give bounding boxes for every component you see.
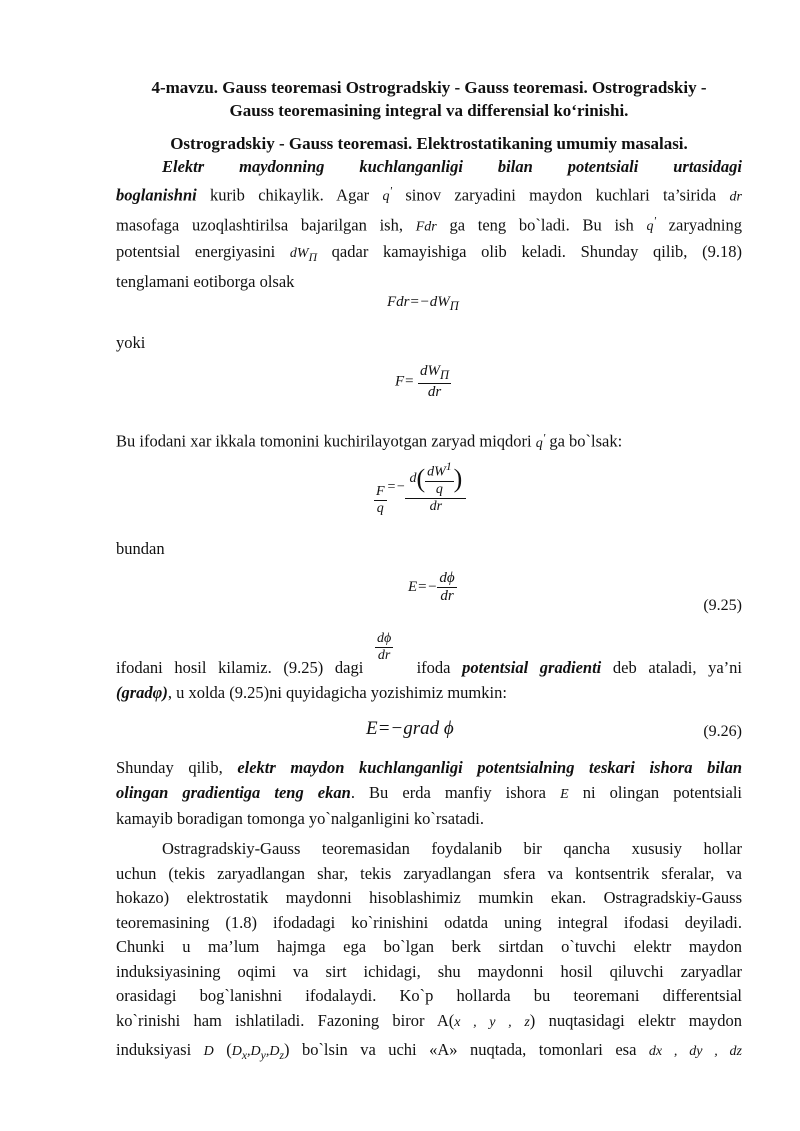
- p4-bold-italic-1: elektr maydon kuchlanganligi potentsialning teskari ishora bilan: [237, 758, 742, 777]
- xyz-symbol: x , y , z: [454, 1014, 530, 1030]
- p1-line-3: [116, 210, 742, 240]
- document-title: [116, 76, 742, 122]
- p1-text-2: kurib chikaylik. Agar: [196, 185, 383, 205]
- eq3-mid: =−: [386, 479, 406, 495]
- paragraph-4: [116, 756, 742, 832]
- p5-text-8a: ko`rinishi ham ishlatiladi. Fazoning biror A(: [116, 1010, 455, 1030]
- p2-text: Bu ifodani xar ikkala tomonini kuchirilayotgan zaryad miqdori: [116, 431, 536, 451]
- eq3-rhs-fraction: d( $\frac{dW^1}{q}$ ) dr: [405, 460, 466, 515]
- p1-line-2: [116, 180, 742, 210]
- subtitle-part-1: Ostrogradskiy - Gauss teoremasi.: [170, 134, 413, 153]
- p5-text-9c: ) bo`lsin va uchi «A» nuqtada, tomonlari esa: [284, 1040, 649, 1059]
- p5-line-2: uchun (tekis zaryadlangan shar, tekis zaryadlangan sfera va kontsentrik sferalar, va: [116, 863, 742, 883]
- paragraph-5: [116, 837, 742, 1071]
- section-subtitle: [116, 132, 742, 155]
- p4-line-2: [116, 781, 742, 808]
- p4-line-1: [116, 756, 742, 781]
- p4-text-a: Shunday qilib,: [116, 758, 238, 777]
- dw-p-symbol: $dW_П$: [289, 245, 317, 264]
- title-line-1: 4-mavzu. Gauss teoremasi Ostrogradskiy - Gauss teoremasi. Ostrogradskiy -: [151, 78, 707, 97]
- p4-line-3: kamayib boradigan tomonga yo`nalganligini ko`rsatadi.: [116, 809, 484, 828]
- p5-line-7: orasidagi bog`lanishni ifodalaydi. Ko`p hollarda bu teoremani differentsial: [116, 986, 742, 1005]
- p5-text-9a: induksiyasi: [116, 1040, 204, 1059]
- yoki-text: yoki: [116, 333, 146, 352]
- p5-line-3: hokazo) elektrostatik maydonni hisoblashimiz mumkin ekan. Ostragradskiy-Gauss: [116, 888, 742, 907]
- eq4-lhs: E=−: [408, 579, 438, 595]
- p1-line-5: tenglamani eotiborga olsak: [116, 272, 295, 292]
- equation-4: [408, 570, 457, 605]
- equation-2: [395, 363, 451, 401]
- p4-text-b: . Bu erda manfiy ishora: [350, 782, 561, 802]
- p3-text-2: , u xolda (9.25)ni quyidagicha yozishimiz mumkin:: [167, 682, 507, 702]
- p5-text-8b: ) nuqtasidagi elektr maydon: [529, 1010, 742, 1030]
- equation-number-9-25: (9.25): [703, 597, 742, 614]
- p5-line-6: induksiyasining oqimi va sirt ichidagi, shu maydonni hosil qiluvchi zaryadlar: [116, 961, 742, 981]
- p3-line-1: [116, 656, 742, 681]
- p1-line-4: [116, 240, 742, 270]
- eq2-lhs: F=: [395, 373, 415, 390]
- q-prime-symbol: q': [382, 184, 392, 205]
- dr-symbol: dr: [729, 189, 742, 205]
- p1-text-4: potentsial energiyasini: [116, 241, 290, 261]
- p1-text-2b: sinov zaryadini maydon kuchlari ta’sirida: [392, 185, 730, 205]
- p2-text-b: ga bo`lsak:: [545, 431, 623, 451]
- p1-text-3c: zaryadning: [655, 215, 742, 235]
- p5-line-1: Ostragradskiy-Gauss teoremasidan foydalanib bir qancha xususiy hollar: [162, 839, 742, 858]
- q-prime-symbol-3: q': [535, 431, 546, 451]
- eq1-sub: П: [449, 299, 459, 313]
- e-symbol: E: [560, 786, 569, 802]
- inline-dphi-dr: $\frac{d\phi}{dr}$: [377, 631, 392, 663]
- subtitle-part-2: Elektrostatikaning umumiy masalasi.: [416, 134, 688, 153]
- title-line-2: Gauss teoremasining integral va differensial ko‘rinishi.: [229, 101, 629, 120]
- p5-line-9: [116, 1035, 742, 1071]
- p1-text-3: masofaga uzoqlashtirilsa bajarilgan ish,: [116, 215, 416, 235]
- p3-text-b: ifoda: [404, 658, 463, 677]
- equation-number-9-26: (9.26): [703, 723, 742, 740]
- p3-bold-italic-2: (gradφ): [116, 682, 168, 702]
- paragraph-2: [116, 426, 742, 456]
- dxdydz-symbol: dx , dy , dz: [648, 1044, 743, 1059]
- eq4-fraction: $\frac{d\phi}{dr}$: [439, 570, 455, 604]
- dx-dy-dz-components: $D_x,D_y,D_z$: [231, 1044, 284, 1062]
- p1-line-1: [116, 155, 742, 180]
- q-prime-symbol-2: q': [646, 214, 656, 235]
- p1-text-3b: ga teng bo`ladi. Bu ish: [436, 215, 647, 235]
- p4-bold-italic-2: olingan gradientiga teng ekan: [116, 782, 351, 802]
- p5-text-9b: (: [213, 1040, 232, 1059]
- p3-bold-italic: potentsial gradienti: [462, 658, 602, 677]
- p3-line-2: [116, 681, 742, 706]
- p1-bold-italic-2: boglanishni: [116, 185, 197, 205]
- bundan-text: bundan: [116, 539, 165, 558]
- p5-line-5: Chunki u ma’lum hajmga ega bo`lgan berk sirtdan o`tuvchi elektr maydon: [116, 937, 742, 956]
- fdr-symbol: Fdr: [415, 219, 437, 235]
- eq1-text: Fdr=−dW: [387, 294, 450, 310]
- equation-1: [387, 294, 459, 314]
- eq3-lhs-fraction: $\frac{F}{q}$: [376, 484, 385, 516]
- p3-text-a: ifodani hosil kilamiz. (9.25) dagi: [116, 658, 375, 677]
- p5-line-8: [116, 1009, 742, 1036]
- eq2-fraction: $\frac{dW_П}{dr}$: [420, 363, 450, 400]
- p3-text-c: deb ataladi, ya’ni: [601, 658, 743, 677]
- p1-text-4b: qadar kamayishiga olib keladi. Shunday qilib, (9.18): [316, 241, 742, 261]
- paragraph-3: [116, 656, 742, 705]
- equation-5: E=−grad ϕ: [366, 718, 454, 739]
- p1-bold-italic-1: Elektr maydonning kuchlanganligi bilan potentsiali urtasidagi: [162, 157, 742, 176]
- d-symbol: D: [203, 1044, 214, 1059]
- p5-line-4: teoremasining (1.8) ifodadagi ko`rinishini odatda uning integral ifodasi deyiladi.: [116, 912, 742, 932]
- paragraph-1: [116, 155, 742, 295]
- equation-3: [374, 458, 466, 517]
- p4-text-c: ni olingan potentsiali: [568, 782, 742, 802]
